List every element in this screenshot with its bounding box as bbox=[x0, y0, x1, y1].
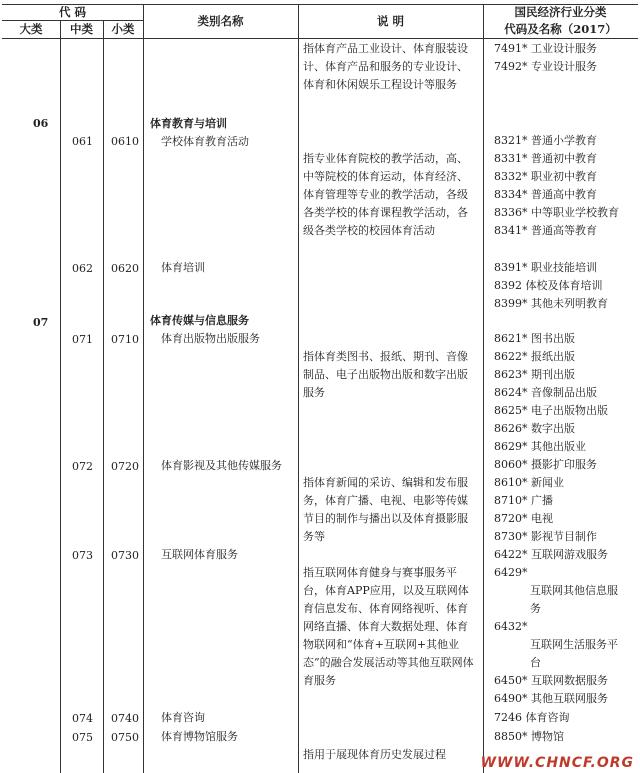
r071-desc: 指体育类图书、报纸、期刊、音像制品、电子出版物出版和数字出版服务 bbox=[303, 350, 468, 399]
header-major: 大类 bbox=[19, 22, 43, 36]
r074-minor: 0740 bbox=[111, 712, 139, 725]
r075-mid: 075 bbox=[72, 731, 93, 744]
header-bottom-border bbox=[2, 38, 638, 39]
r061-code-3: 8332* 职业初中教育 bbox=[494, 170, 597, 183]
r073-code-1: 6422* 互联网游戏服务 bbox=[494, 548, 608, 561]
header-desc: 说 明 bbox=[376, 14, 404, 28]
r073-name: 互联网体育服务 bbox=[161, 548, 238, 561]
r061-code-1: 8321* 普通小学教育 bbox=[494, 134, 597, 147]
r073-mid: 073 bbox=[72, 549, 93, 562]
r061-code-6: 8341* 普通高等教育 bbox=[494, 224, 597, 237]
r071-code-5: 8625* 电子出版物出版 bbox=[494, 404, 608, 417]
major-06-code: 06 bbox=[33, 117, 49, 130]
top-code-1: 7491* 工业设计服务 bbox=[494, 42, 597, 55]
r071-code-7: 8629* 其他出版业 bbox=[494, 440, 586, 453]
r072-code-3: 8710* 广播 bbox=[494, 494, 553, 507]
r071-code-3: 8623* 期刊出版 bbox=[494, 368, 575, 381]
r061-name: 学校体育教育活动 bbox=[161, 135, 249, 148]
header-name: 类别名称 bbox=[197, 14, 244, 28]
r075-code: 8850* 博物馆 bbox=[494, 730, 564, 743]
top-description: 指体育产品工业设计、体育服装设计、体育产品和服务的专业设计、体育和休闲娱乐工程设计等服务 bbox=[303, 42, 468, 91]
r072-code-4: 8720* 电视 bbox=[494, 512, 553, 525]
r072-code-2: 8610* 新闻业 bbox=[494, 476, 564, 489]
r071-mid: 071 bbox=[72, 333, 93, 346]
r062-mid: 062 bbox=[72, 262, 93, 275]
r072-code-1: 8060* 摄影扩印服务 bbox=[494, 458, 597, 471]
header-industry-line1: 国民经济行业分类 bbox=[514, 5, 607, 19]
r075-desc: 指用于展现体育历史发展过程 bbox=[303, 748, 446, 761]
r075-minor: 0750 bbox=[111, 731, 139, 744]
r073-code-3-name: 互联网生活服务平 bbox=[530, 638, 618, 651]
r061-minor: 0610 bbox=[111, 135, 139, 148]
r072-code-5: 8730* 影视节目制作 bbox=[494, 530, 597, 543]
r061-code-4: 8334* 普通高中教育 bbox=[494, 188, 597, 201]
r062-code-3: 8399* 其他未列明教育 bbox=[494, 297, 608, 310]
major-07-code: 07 bbox=[33, 316, 49, 329]
r073-minor: 0730 bbox=[111, 549, 139, 562]
r061-mid: 061 bbox=[72, 135, 93, 148]
r074-code: 7246 体育咨询 bbox=[494, 711, 570, 724]
r071-code-2: 8622* 报纸出版 bbox=[494, 350, 575, 363]
r074-name: 体育咨询 bbox=[161, 711, 205, 724]
r061-desc: 指专业体育院校的教学活动，高、中等院校的体育运动，体育经济、体育管理等专业的教学活动，各级各类学校的体育课程教学活动，各级各类学校的校园体育活动 bbox=[303, 152, 468, 237]
header-middle: 中类 bbox=[70, 22, 93, 36]
r072-mid: 072 bbox=[72, 460, 93, 473]
r072-minor: 0720 bbox=[111, 460, 139, 473]
header-industry-line2: 代码及名称（2017） bbox=[504, 22, 617, 36]
r062-code-1: 8391* 职业技能培训 bbox=[494, 261, 597, 274]
header-minor: 小类 bbox=[111, 22, 135, 36]
watermark: WWW.CHNCF.ORG bbox=[480, 755, 634, 771]
r073-code-4: 6450* 互联网数据服务 bbox=[494, 674, 608, 687]
col-divider-2 bbox=[103, 20, 104, 773]
r071-name: 体育出版物出版服务 bbox=[161, 332, 260, 345]
col-divider-4 bbox=[298, 4, 299, 773]
r073-code-2-name-cont: 务 bbox=[530, 602, 541, 615]
r073-code-2-name: 互联网其他信息服 bbox=[530, 584, 618, 597]
r073-code-5: 6490* 其他互联网服务 bbox=[494, 692, 608, 705]
r075-name: 体育博物馆服务 bbox=[161, 730, 238, 743]
r062-minor: 0620 bbox=[111, 262, 139, 275]
r073-code-2: 6429* bbox=[494, 566, 528, 579]
top-code-2: 7492* 专业设计服务 bbox=[494, 60, 597, 73]
r062-code-2: 8392 体校及体育培训 bbox=[494, 279, 603, 292]
col-divider-5 bbox=[483, 4, 484, 773]
r073-code-3: 6432* bbox=[494, 620, 528, 633]
r073-code-3-name-cont: 台 bbox=[530, 656, 541, 669]
col-divider-3 bbox=[143, 4, 144, 773]
r072-name: 体育影视及其他传媒服务 bbox=[161, 459, 282, 472]
major-07-name: 体育传媒与信息服务 bbox=[150, 314, 249, 327]
r071-code-4: 8624* 音像制品出版 bbox=[494, 386, 597, 399]
col-divider-1 bbox=[60, 20, 61, 773]
r071-code-6: 8626* 数字出版 bbox=[494, 422, 575, 435]
r074-mid: 074 bbox=[72, 712, 93, 725]
r072-desc: 指体育新闻的采访、编辑和发布服务，体育广播、电视、电影等传媒节目的制作与播出以及体育摄影服务等 bbox=[303, 476, 468, 543]
header-code-group: 代 码 bbox=[58, 5, 86, 19]
r071-minor: 0710 bbox=[111, 333, 139, 346]
r071-code-1: 8621* 图书出版 bbox=[494, 332, 575, 345]
r073-desc: 指互联网体育健身与赛事服务平台，体育APP应用，以及互联网体育信息发布、体育网络视听、体育网络直播、体育大数据处理、体育物联网和“体育+互联网+其他业态”的融合发展活动等其他互联网体育服务 bbox=[303, 566, 474, 687]
r061-code-5: 8336* 中等职业学校教育 bbox=[494, 206, 619, 219]
r062-name: 体育培训 bbox=[161, 261, 205, 274]
major-06-name: 体育教育与培训 bbox=[150, 117, 227, 130]
r061-code-2: 8331* 普通初中教育 bbox=[494, 152, 597, 165]
